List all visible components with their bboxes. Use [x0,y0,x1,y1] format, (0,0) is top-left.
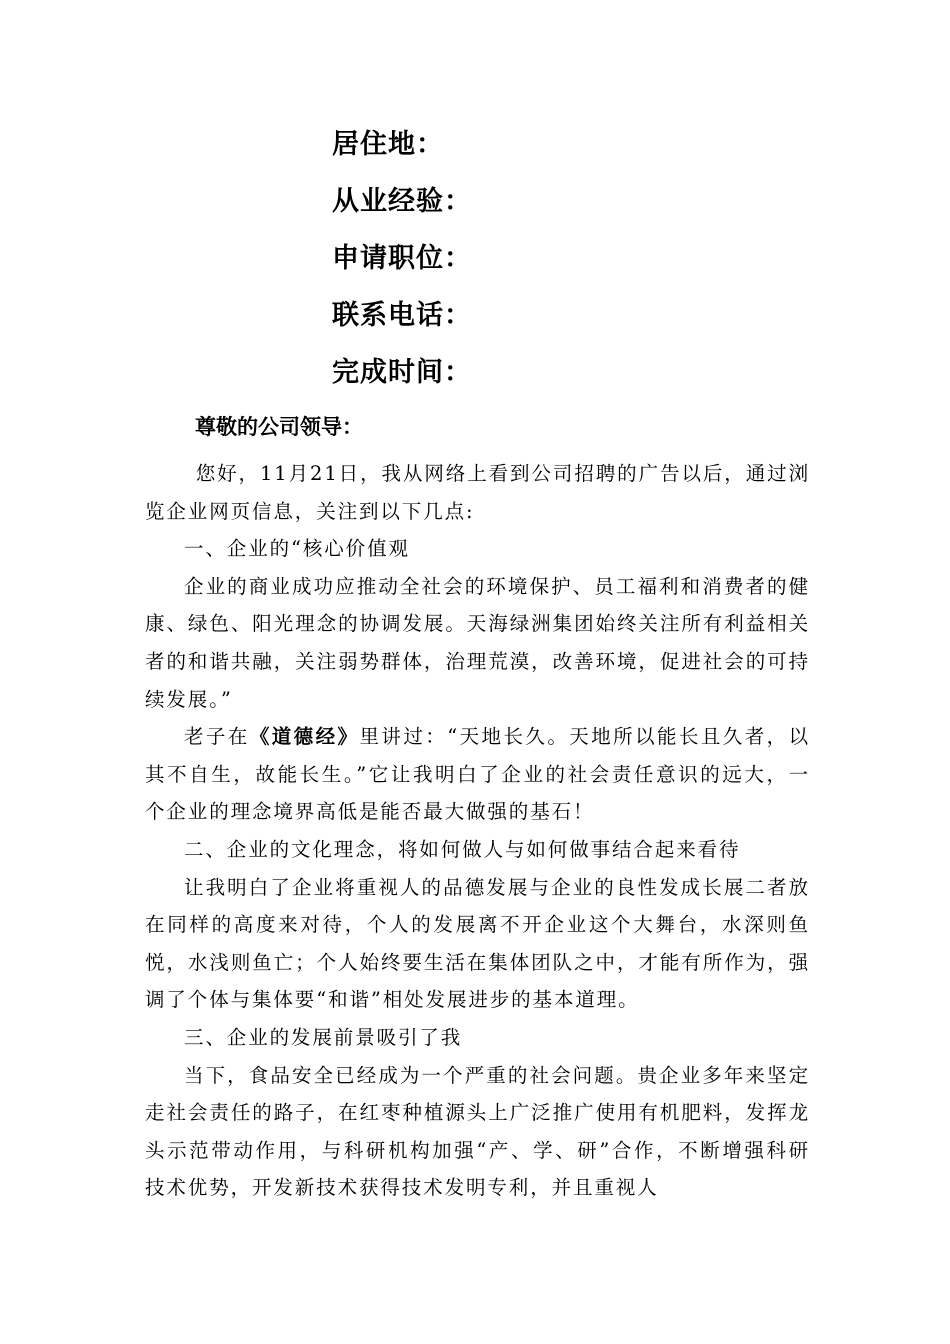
phone-label: 联系电话： [332,300,472,331]
paragraph-laozi [145,718,810,831]
completion-time-label: 完成时间： [332,357,472,388]
section-heading-1: 一、企业的“核心价值观 [184,537,410,561]
section-heading-2: 二、企业的文化理念，将如何做人与如何做事结合起来看待 [184,837,741,861]
paragraph-culture: 让我明白了企业将重视人的品德发展与企业的良性发成长展二者放在同样的高度来对待，个人的发展离不开企业这个大舞台，水深则鱼悦，水浅则鱼亡；个人始终要生活在集体团队之中，才能有所作为，强调了个体与集体要“和谐”相处发展进步的基本道理。 [145,875,810,1012]
laozi-intro-text: 老子在 [184,725,250,749]
paragraph-intro: 您好，11月21日，我从网络上看到公司招聘的广告以后，通过浏览企业网页信息，关注到以下几点: [145,462,810,523]
paragraph-core-values: 企业的商业成功应推动全社会的环境保护、员工福利和消费者的健康、绿色、阳光理念的协调发展。天海绿洲集团始终关注所有利益相关者的和谐共融，关注弱势群体，治理荒漠，改善环境，促进社会的可持续发展。” [145,574,810,711]
paragraph-prospects: 当下，食品安全已经成为一个严重的社会问题。贵企业多年来坚定走社会责任的路子，在红枣种植源头上广泛推广使用有机肥料，发挥龙头示范带动作用，与科研机构加强“产、学、研”合作，不断增强科研技术优势，开发新技术获得技术发明专利，并且重视人 [145,1063,810,1200]
position-label: 申请职位： [332,243,472,274]
section-heading-3: 三、企业的发展前景吸引了我 [184,1025,463,1049]
experience-label: 从业经验： [332,186,472,217]
letter-body [145,455,810,1207]
laozi-quote-text: 里讲过：“天地长久。天地所以能长且久者，以其不自生，故能长生。”它让我明白了企业的社会责任意识的远大，一个企业的理念境界高低是能否最大做强的基石！ [145,725,811,824]
residence-label: 居住地： [332,129,444,160]
salutation: 尊敬的公司领导： [195,415,363,439]
book-title: 《道德经》 [249,725,360,749]
